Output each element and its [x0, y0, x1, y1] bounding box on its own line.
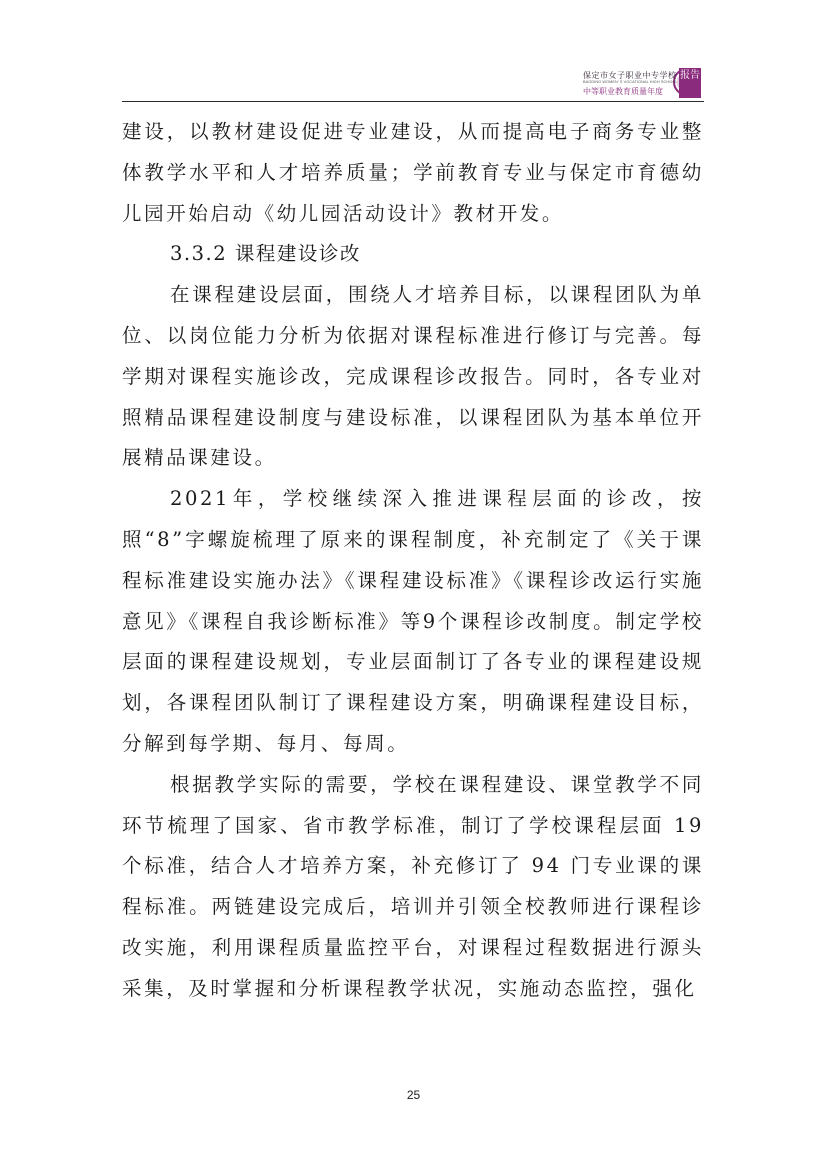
paragraph: 根据教学实际的需要，学校在课程建设、课堂教学不同环节梳理了国家、省市教学标准，制订了学校课程层面 19个标准，结合人才培养方案，补充修订了 94 门专业课的课程标准。两链建设完成后，培训并引领全校教师进行课程诊改实施，利用课程质量监控平台，对课程过程数据进行源头采集，及时掌握和分析课程教学状况，实施动态监控，强化 [122, 772, 704, 1000]
section-heading: 3.3.2 课程建设诊改 [170, 242, 361, 266]
paragraph: 在课程建设层面，围绕人才培养目标，以课程团队为单位、以岗位能力分析为依据对课程标准进行修订与完善。每学期对课程实施诊改，完成课程诊改报告。同时，各专业对照精品课程建设制度与建设标准，以课程团队为基本单位开展精品课建设。 [122, 283, 704, 470]
report-title: 中等职业教育质量年度 [583, 87, 663, 96]
page-content [122, 112, 704, 1010]
school-name-en: BAODING WOMEN' S VOCATIONAL HIGH SCHOOL [583, 80, 678, 84]
page-number: 25 [406, 1088, 421, 1102]
school-name: 保定市女子职业中专学校 [583, 71, 677, 80]
paragraph: 2021年，学校继续深入推进课程层面的诊改，按照“8”字螺旋梳理了原来的课程制度，补充制定了《关于课程标准建设实施办法》《课程建设标准》《课程诊改运行实施意见》《课程自我诊断标准》等9个课程诊改制度。制定学校层面的课程建设规划，专业层面制订了各专业的课程建设规划，各课程团队制订了课程建设方案，明确课程建设目标，分解到每学期、每月、每周。 [122, 487, 704, 755]
report-badge: 报告 [679, 68, 701, 98]
header-divider [122, 101, 704, 102]
paragraph-continued: 建设，以教材建设促进专业建设，从而提高电子商务专业整体教学水平和人才培养质量；学前教育专业与保定市育德幼儿园开始启动《幼儿园活动设计》教材开发。 [122, 120, 704, 225]
